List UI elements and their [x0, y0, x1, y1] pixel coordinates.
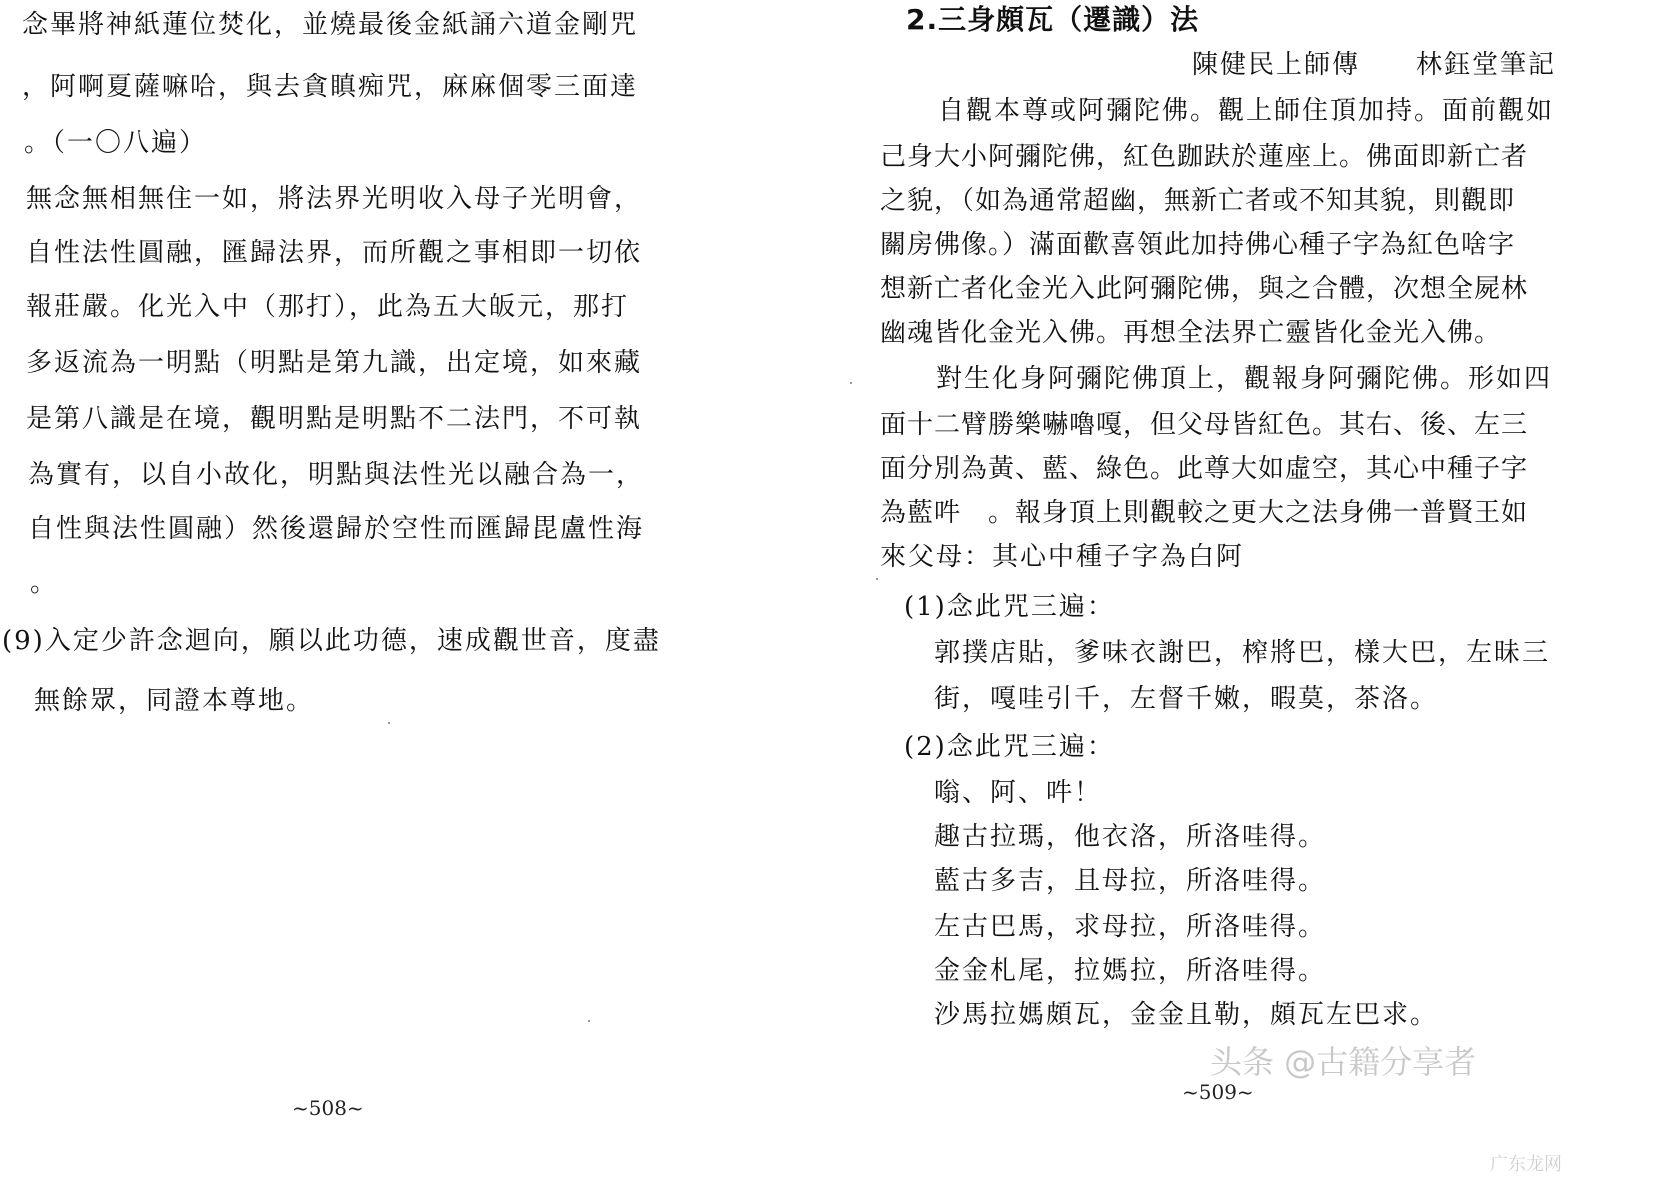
- text-line: 嗡、阿、吽！: [934, 778, 1103, 808]
- text-line: 關房佛像。）滿面歡喜領此加持佛心種子字為紅色啥字: [880, 230, 1516, 260]
- list-heading: (2)念此咒三遍：: [904, 732, 1115, 762]
- scan-speck: [588, 1020, 590, 1022]
- watermark-corner: 广东龙网: [1490, 1154, 1562, 1175]
- text-line: 自性法性圓融，匯歸法界，而所觀之事相即一切依: [26, 238, 643, 268]
- scan-speck: [850, 382, 852, 384]
- text-line: 之貌，（如為通常超幽，無新亡者或不知其貌，則觀即: [880, 186, 1516, 216]
- text-line: 面分別為黃、藍、綠色。此尊大如虛空，其心中種子字: [880, 454, 1529, 484]
- section-heading: 2.三身頗瓦（遷識）法: [906, 3, 1200, 36]
- page-number: ~509~: [1182, 1080, 1254, 1104]
- watermark: 头条 @古籍分享者: [1210, 1043, 1477, 1081]
- text-line: 幽魂皆化金光入佛。再想全法界亡靈皆化金光入佛。: [880, 318, 1502, 348]
- text-line: 自性與法性圓融）然後還歸於空性而匯歸毘盧性海: [28, 514, 645, 544]
- list-heading: (1)念此咒三遍：: [904, 592, 1115, 622]
- text-line: 對生化身阿彌陀佛頂上，觀報身阿彌陀佛。形如四: [936, 364, 1553, 394]
- text-line: 為實有，以自小故化，明點與法性光以融合為一，: [28, 460, 645, 490]
- text-line: 沙馬拉媽頗瓦，金金且勒，頗瓦左巴求。: [934, 1000, 1439, 1030]
- text-line: 無念無相無住一如，將法界光明收入母子光明會，: [26, 184, 643, 214]
- text-line: 左古巴馬，求母拉，所洛哇得。: [934, 912, 1327, 942]
- text-line: 面十二臂勝樂嚇嚕嘎，但父母皆紅色。其右、後、左三: [880, 410, 1529, 440]
- text-line: 為藍吽 。報身頂上則觀較之更大之法身佛一普賢王如: [880, 498, 1529, 528]
- text-line: 藍古多吉，且母拉，所洛哇得。: [934, 866, 1327, 896]
- text-line: 。（一〇八遍）: [24, 128, 208, 158]
- text-line: 街，嘎哇引千，左督千嫩，暇莫，茶洛。: [934, 684, 1439, 714]
- right-page: [880, 0, 1653, 1180]
- page-number: ~508~: [292, 1096, 364, 1120]
- text-line: 郭撲店貼，爹味衣謝巴，榨將巴，樣大巴，左昧三: [934, 638, 1551, 668]
- text-line: 。: [30, 568, 59, 598]
- text-line: 報莊嚴。化光入中（那打），此為五大皈元，那打: [26, 292, 630, 322]
- text-line: 想新亡者化金光入此阿彌陀佛，與之合體，次想全屍林: [880, 274, 1529, 304]
- author-byline: 陳健民上師傳 林鈺堂筆記: [1192, 50, 1557, 80]
- text-line: 金金札尾，拉媽拉，所洛哇得。: [934, 956, 1327, 986]
- left-page: [0, 0, 720, 1180]
- text-line: 來父母：其心中種子字為白阿: [880, 542, 1245, 572]
- text-line: 趣古拉瑪，他衣洛，所洛哇得。: [934, 822, 1327, 852]
- text-line: 無餘眾，同證本尊地。: [34, 686, 315, 716]
- text-line: 念畢將神紙蓮位焚化，並燒最後金紙誦六道金剛咒: [22, 10, 639, 40]
- text-line: 是第八識是在境，觀明點是明點不二法門，不可執: [26, 404, 643, 434]
- text-line: ，阿啊夏薩嘛哈，與去貪瞋痴咒，麻麻個零三面達: [22, 72, 639, 102]
- scan-speck: [388, 722, 390, 724]
- text-line: 多返流為一明點（明點是第九識，出定境，如來藏: [26, 348, 643, 378]
- text-line: 己身大小阿彌陀佛，紅色跏趺於蓮座上。佛面即新亡者: [880, 142, 1529, 172]
- text-line: 自觀本尊或阿彌陀佛。觀上師住頂加持。面前觀如: [938, 96, 1555, 126]
- text-line: (9)入定少許念迴向，願以此功德，速成觀世音，度盡: [2, 626, 661, 656]
- scan-speck: [876, 578, 878, 580]
